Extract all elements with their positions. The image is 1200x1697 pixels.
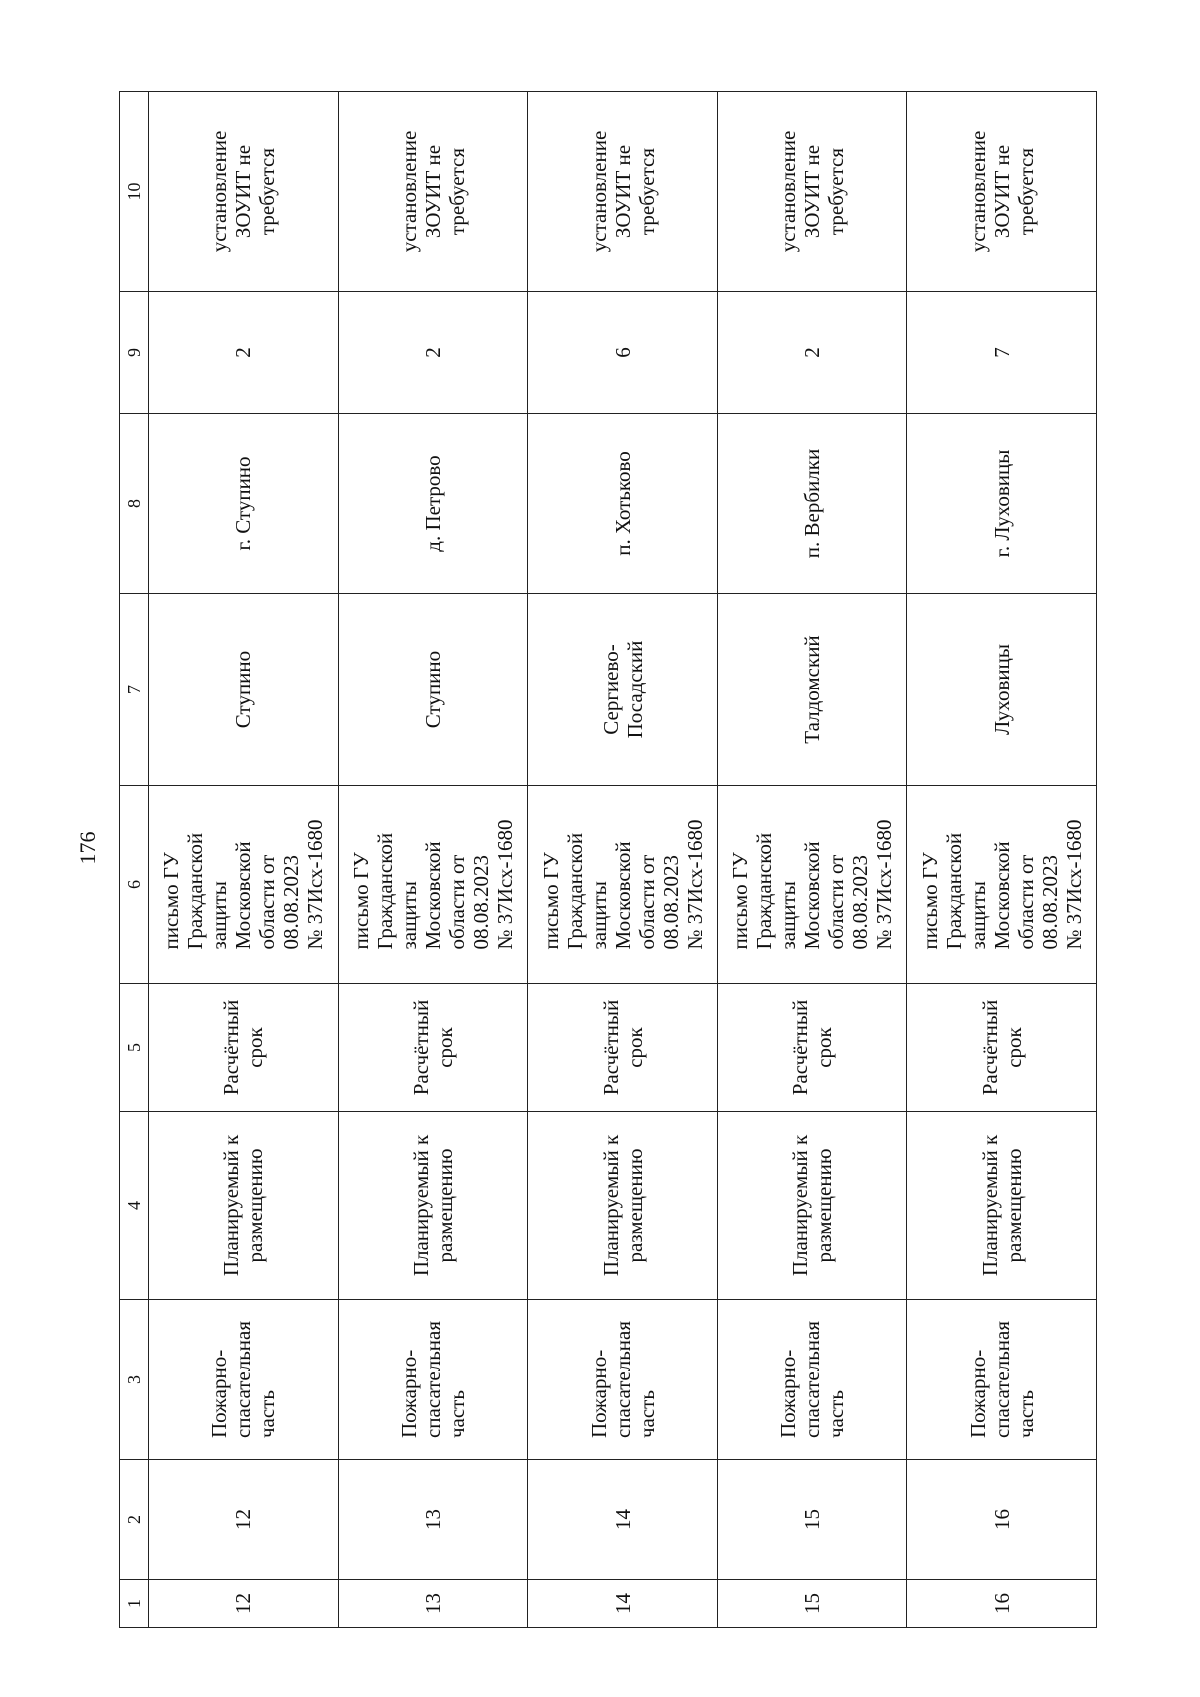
table-cell-col3 xyxy=(717,1300,907,1460)
cell-text-line: № 37Исх-1680 xyxy=(682,819,707,950)
cell-text: г. Ступино xyxy=(231,456,256,551)
cell-text-line: спасательная xyxy=(231,1321,256,1439)
cell-text-line: Сергиево- xyxy=(598,644,623,735)
cell-text: 16 xyxy=(989,1593,1014,1614)
cell-text-line: 08.08.2023 xyxy=(1037,855,1062,950)
table-container xyxy=(119,92,1097,1628)
cell-text-line: Пожарно- xyxy=(586,1349,611,1439)
column-number: 7 xyxy=(120,594,149,786)
cell-text-line: ЗОУИТ не xyxy=(231,144,256,239)
cell-text: 14 xyxy=(610,1509,635,1530)
cell-text-block xyxy=(397,98,469,285)
cell-text-line: Гражданской xyxy=(183,832,208,950)
cell-text-line: размещению xyxy=(812,1148,837,1263)
table-cell-col5 xyxy=(338,984,528,1112)
cell-text-line: часть xyxy=(444,1390,469,1439)
cell-text-line: 08.08.2023 xyxy=(279,855,304,950)
cell-text: 13 xyxy=(420,1509,445,1530)
cell-text-line: 08.08.2023 xyxy=(658,855,683,950)
cell-text-line: Луховицы xyxy=(989,644,1014,735)
column-number: 1 xyxy=(120,1580,149,1628)
cell-text: д. Петрово xyxy=(420,455,445,552)
cell-text-line: требуется xyxy=(1013,147,1038,236)
cell-text-line: Московской xyxy=(610,841,635,950)
table-row xyxy=(338,92,528,1628)
cell-text-block xyxy=(409,990,457,1105)
table-cell-col6 xyxy=(907,786,1097,984)
cell-text-line: области от xyxy=(824,854,849,950)
cell-text-line: установление xyxy=(207,130,232,253)
cell-text-line: размещению xyxy=(622,1148,647,1263)
cell-text-line: защиты xyxy=(776,881,801,950)
cell-text-line: Гражданской xyxy=(752,832,777,950)
table-cell-col5 xyxy=(528,984,718,1112)
table-cell-col10 xyxy=(907,92,1097,292)
table-cell-col4 xyxy=(717,1112,907,1300)
cell-text: 2 xyxy=(420,347,445,358)
table-cell-col9 xyxy=(907,292,1097,414)
cell-text-line: срок xyxy=(1001,1027,1026,1068)
cell-text-block xyxy=(231,600,255,779)
table-row xyxy=(907,92,1097,1628)
cell-text-block xyxy=(599,600,647,779)
table-cell-col10 xyxy=(528,92,718,292)
cell-text-line: письмо ГУ xyxy=(348,852,373,950)
table-cell-col3 xyxy=(528,1300,718,1460)
table-cell-col8 xyxy=(528,414,718,594)
cell-text-line: срок xyxy=(243,1027,268,1068)
cell-text-line: Посадский xyxy=(622,640,647,739)
cell-text-line: срок xyxy=(812,1027,837,1068)
cell-text-block xyxy=(788,990,836,1105)
cell-text-line: часть xyxy=(1013,1390,1038,1439)
cell-text-line: Планируемый к xyxy=(408,1134,433,1277)
cell-text-line: № 37Исх-1680 xyxy=(1061,819,1086,950)
cell-text-block xyxy=(728,820,896,950)
column-number: 4 xyxy=(120,1112,149,1300)
cell-text-line: Планируемый к xyxy=(977,1134,1002,1277)
cell-text: 15 xyxy=(800,1593,825,1614)
table-cell-col4 xyxy=(907,1112,1097,1300)
table-cell-col7 xyxy=(907,594,1097,786)
table-cell-col2 xyxy=(907,1460,1097,1580)
cell-text: 7 xyxy=(989,347,1014,358)
column-number: 9 xyxy=(120,292,149,414)
cell-text-line: письмо ГУ xyxy=(159,852,184,950)
cell-text-line: срок xyxy=(432,1027,457,1068)
table-cell-col3 xyxy=(338,1300,528,1460)
cell-text-line: установление xyxy=(586,130,611,253)
table-cell-col10 xyxy=(717,92,907,292)
table-cell-col9 xyxy=(528,292,718,414)
cell-text: 12 xyxy=(231,1593,256,1614)
cell-text-line: письмо ГУ xyxy=(538,852,563,950)
table-cell-col6 xyxy=(338,786,528,984)
cell-text-line: письмо ГУ xyxy=(728,852,753,950)
table-cell-col8 xyxy=(717,414,907,594)
cell-text-block xyxy=(587,1321,659,1438)
cell-text-line: Пожарно- xyxy=(207,1349,232,1439)
cell-text-block xyxy=(219,1118,267,1293)
table-cell-col6 xyxy=(717,786,907,984)
cell-text-line: № 37Исх-1680 xyxy=(872,819,897,950)
cell-text-line: Гражданской xyxy=(562,832,587,950)
cell-text-line: требуется xyxy=(255,147,280,236)
column-number: 5 xyxy=(120,984,149,1112)
column-number: 6 xyxy=(120,786,149,984)
cell-text-line: № 37Исх-1680 xyxy=(303,819,328,950)
cell-text-block xyxy=(397,1321,469,1438)
cell-text-line: срок xyxy=(622,1027,647,1068)
cell-text: 6 xyxy=(610,347,635,358)
column-number: 10 xyxy=(120,92,149,292)
table-cell-col7 xyxy=(149,594,339,786)
cell-text-line: размещению xyxy=(243,1148,268,1263)
page-number: 176 xyxy=(75,831,100,865)
cell-text-line: спасательная xyxy=(610,1321,635,1439)
cell-text-block xyxy=(207,1321,279,1438)
cell-text-line: Ступино xyxy=(420,650,445,729)
table-cell-col4 xyxy=(528,1112,718,1300)
column-number: 8 xyxy=(120,414,149,594)
table-cell-col3 xyxy=(149,1300,339,1460)
table-cell-col1 xyxy=(338,1580,528,1628)
cell-text-line: Расчётный xyxy=(598,999,623,1096)
cell-text-line: Талдомский xyxy=(800,635,825,744)
cell-text: 13 xyxy=(420,1593,445,1614)
cell-text-line: ЗОУИТ не xyxy=(420,144,445,239)
cell-text-line: Расчётный xyxy=(977,999,1002,1096)
cell-text-block xyxy=(978,1118,1026,1293)
cell-text-line: часть xyxy=(634,1390,659,1439)
cell-text-line: Планируемый к xyxy=(219,1134,244,1277)
table-cell-col1 xyxy=(149,1580,339,1628)
table-row xyxy=(717,92,907,1628)
cell-text-block xyxy=(349,820,517,950)
cell-text-line: установление xyxy=(396,130,421,253)
cell-text-line: защиты xyxy=(965,881,990,950)
cell-text-line: спасательная xyxy=(800,1321,825,1439)
cell-text: г. Луховицы xyxy=(989,449,1014,558)
cell-text-line: спасательная xyxy=(420,1321,445,1439)
cell-text-block xyxy=(599,1118,647,1293)
cell-text-line: Расчётный xyxy=(788,999,813,1096)
cell-text-block xyxy=(409,1118,457,1293)
cell-text-line: Московской xyxy=(989,841,1014,950)
table-cell-col1 xyxy=(907,1580,1097,1628)
cell-text-line: 08.08.2023 xyxy=(848,855,873,950)
cell-text-line: Планируемый к xyxy=(788,1134,813,1277)
cell-text-line: Ступино xyxy=(231,650,256,729)
table-cell-col8 xyxy=(907,414,1097,594)
cell-text-block xyxy=(990,600,1014,779)
cell-text: 2 xyxy=(231,347,256,358)
cell-text-block xyxy=(207,98,279,285)
cell-text: 2 xyxy=(800,347,825,358)
cell-text-line: установление xyxy=(965,130,990,253)
cell-text-block xyxy=(159,820,327,950)
cell-text-block xyxy=(219,990,267,1105)
cell-text-line: области от xyxy=(634,854,659,950)
cell-text-line: требуется xyxy=(634,147,659,236)
table-cell-col8 xyxy=(338,414,528,594)
column-number: 2 xyxy=(120,1460,149,1580)
cell-text-block xyxy=(800,600,824,779)
table-cell-col1 xyxy=(528,1580,718,1628)
cell-text-line: Гражданской xyxy=(372,832,397,950)
table-cell-col8 xyxy=(149,414,339,594)
table-cell-col7 xyxy=(717,594,907,786)
cell-text: п. Хотьково xyxy=(610,451,635,556)
column-number-row xyxy=(120,92,149,1628)
cell-text-line: ЗОУИТ не xyxy=(800,144,825,239)
table-cell-col2 xyxy=(149,1460,339,1580)
cell-text-line: Гражданской xyxy=(941,832,966,950)
table-cell-col9 xyxy=(338,292,528,414)
cell-text-line: часть xyxy=(255,1390,280,1439)
table-cell-col1 xyxy=(717,1580,907,1628)
cell-text-line: Московской xyxy=(420,841,445,950)
cell-text-line: Пожарно- xyxy=(965,1349,990,1439)
cell-text: 16 xyxy=(989,1509,1014,1530)
table-cell-col9 xyxy=(149,292,339,414)
cell-text-block xyxy=(966,98,1038,285)
table-cell-col6 xyxy=(528,786,718,984)
cell-text-line: Расчётный xyxy=(408,999,433,1096)
cell-text: 15 xyxy=(800,1509,825,1530)
table-cell-col5 xyxy=(717,984,907,1112)
table-cell-col6 xyxy=(149,786,339,984)
cell-text-line: области от xyxy=(255,854,280,950)
cell-text-block xyxy=(421,600,445,779)
cell-text-line: Московской xyxy=(231,841,256,950)
cell-text-line: Пожарно- xyxy=(776,1349,801,1439)
cell-text-line: ЗОУИТ не xyxy=(610,144,635,239)
table-cell-col2 xyxy=(717,1460,907,1580)
cell-text-line: области от xyxy=(444,854,469,950)
column-number: 3 xyxy=(120,1300,149,1460)
cell-text-block xyxy=(599,990,647,1105)
cell-text-line: часть xyxy=(824,1390,849,1439)
cell-text-line: размещению xyxy=(1001,1148,1026,1263)
cell-text-line: Расчётный xyxy=(219,999,244,1096)
table-cell-col7 xyxy=(338,594,528,786)
table-cell-col3 xyxy=(907,1300,1097,1460)
table-cell-col7 xyxy=(528,594,718,786)
table-row xyxy=(528,92,718,1628)
cell-text-block xyxy=(776,98,848,285)
table-cell-col5 xyxy=(907,984,1097,1112)
cell-text-block xyxy=(539,820,707,950)
cell-text-line: ЗОУИТ не xyxy=(989,144,1014,239)
cell-text-block xyxy=(966,1321,1038,1438)
cell-text-line: защиты xyxy=(396,881,421,950)
cell-text-line: требуется xyxy=(444,147,469,236)
facilities-table xyxy=(119,91,1097,1628)
cell-text-block xyxy=(587,98,659,285)
cell-text-line: установление xyxy=(776,130,801,253)
cell-text-line: размещению xyxy=(432,1148,457,1263)
cell-text-block xyxy=(776,1321,848,1438)
cell-text-line: Планируемый к xyxy=(598,1134,623,1277)
table-body xyxy=(120,92,1097,1628)
cell-text: 12 xyxy=(231,1509,256,1530)
table-cell-col4 xyxy=(149,1112,339,1300)
cell-text: п. Вербилки xyxy=(800,448,825,559)
cell-text-line: № 37Исх-1680 xyxy=(492,819,517,950)
table-cell-col10 xyxy=(338,92,528,292)
cell-text-line: 08.08.2023 xyxy=(468,855,493,950)
cell-text-line: защиты xyxy=(586,881,611,950)
cell-text-line: письмо ГУ xyxy=(917,852,942,950)
cell-text-block xyxy=(978,990,1026,1105)
cell-text: 14 xyxy=(610,1593,635,1614)
table-cell-col4 xyxy=(338,1112,528,1300)
cell-text-line: области от xyxy=(1013,854,1038,950)
table-row xyxy=(149,92,339,1628)
table-cell-col5 xyxy=(149,984,339,1112)
table-cell-col9 xyxy=(717,292,907,414)
cell-text-line: Московской xyxy=(800,841,825,950)
cell-text-block xyxy=(788,1118,836,1293)
cell-text-line: спасательная xyxy=(989,1321,1014,1439)
cell-text-line: Пожарно- xyxy=(396,1349,421,1439)
table-cell-col10 xyxy=(149,92,339,292)
cell-text-line: защиты xyxy=(207,881,232,950)
cell-text-line: требуется xyxy=(824,147,849,236)
cell-text-block xyxy=(918,820,1086,950)
table-cell-col2 xyxy=(338,1460,528,1580)
table-cell-col2 xyxy=(528,1460,718,1580)
